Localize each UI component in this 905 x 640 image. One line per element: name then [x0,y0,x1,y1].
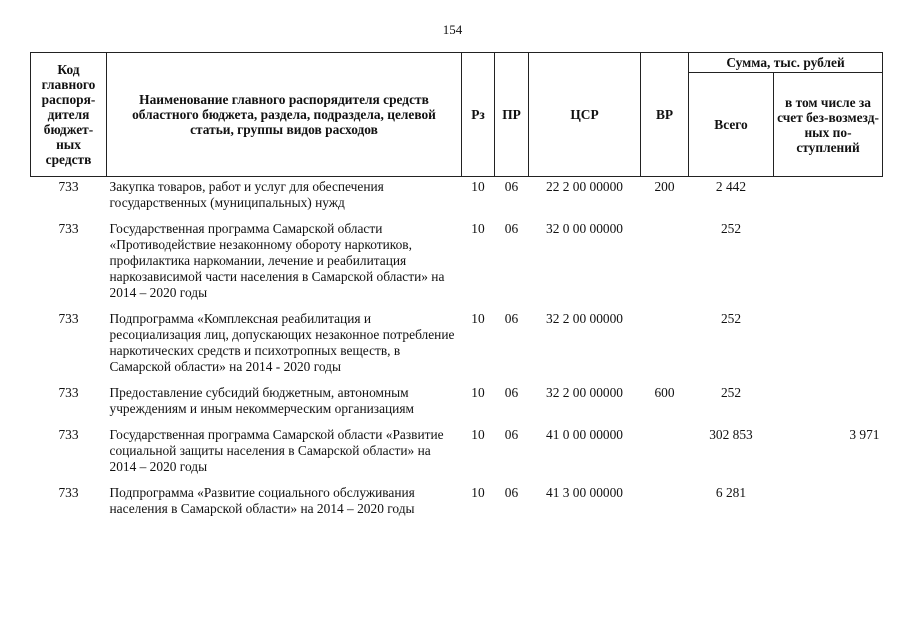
header-sum: Сумма, тыс. рублей [689,53,883,73]
header-vr: ВР [641,53,689,177]
cell-total: 252 [720,311,742,326]
header-name: Наименование главного распорядителя средств областного бюджета, раздела, подраздела, целевой статьи, группы видов расходов [107,53,462,177]
cell-code: 733 [58,221,79,236]
header-pr: ПР [495,53,529,177]
cell-rz: 10 [471,385,485,400]
cell-incl [774,311,883,385]
cell-vr [641,485,689,527]
header-rz: Рз [462,53,495,177]
cell-csr: 32 2 00 00000 [546,385,623,400]
cell-rz: 10 [471,221,485,236]
cell-pr: 06 [504,311,519,326]
cell-pr: 06 [504,221,519,236]
cell-total: 2 442 [715,179,747,194]
table-body [31,177,883,528]
table-row [31,177,883,222]
cell-vr [641,427,689,485]
cell-csr: 32 0 00 00000 [546,221,623,236]
cell-code: 733 [58,385,79,400]
table-row [31,485,883,527]
cell-total: 302 853 [709,427,753,442]
cell-name: Государственная программа Самарской области «Противодействие незаконному обороту наркотиков, профилактика наркомании, лечение и реабилитация наркозависимой части населения в Самарской области» на 2014 – 2020 годы [109,221,445,300]
cell-pr: 06 [504,179,519,194]
cell-name: Закупка товаров, работ и услуг для обеспечения государственных (муниципальных) нужд [109,179,384,210]
cell-total: 252 [720,385,742,400]
cell-pr: 06 [504,385,519,400]
table-row [31,311,883,385]
cell-incl: 3 971 [849,427,880,442]
cell-vr [641,221,689,311]
header-incl: в том числе за счет без-возмезд-ных по-ступлений [774,73,883,177]
cell-rz: 10 [471,311,485,326]
cell-name: Подпрограмма «Комплексная реабилитация и ресоциализация лиц, допускающих незаконное потребление наркотических средств и психотропных веществ, в Самарской области» на 2014 - 2020 годы [109,311,455,374]
cell-pr: 06 [504,485,519,500]
cell-csr: 41 0 00 00000 [546,427,623,442]
cell-vr: 600 [654,385,675,400]
cell-csr: 41 3 00 00000 [546,485,623,500]
cell-code: 733 [58,179,79,194]
cell-vr [641,311,689,385]
cell-csr: 22 2 00 00000 [546,179,623,194]
cell-code: 733 [58,427,79,442]
table-row [31,221,883,311]
cell-incl [774,177,883,222]
header-total: Всего [689,73,774,177]
cell-total: 6 281 [715,485,747,500]
cell-vr: 200 [654,179,675,194]
cell-total: 252 [720,221,742,236]
header-code: Код главного распоря-дителя бюджет-ных средств [31,53,107,177]
page-number: 154 [442,22,463,37]
cell-name: Государственная программа Самарской области «Развитие социальной защиты населения в Самарской области» на 2014 – 2020 годы [109,427,444,474]
cell-rz: 10 [471,485,485,500]
cell-rz: 10 [471,179,485,194]
cell-code: 733 [58,311,79,326]
cell-rz: 10 [471,427,485,442]
cell-csr: 32 2 00 00000 [546,311,623,326]
cell-name: Подпрограмма «Развитие социального обслуживания населения в Самарской области» на 2014 – 2020 годы [109,485,415,516]
cell-name: Предоставление субсидий бюджетным, автономным учреждениям и иным некоммерческим организациям [109,385,414,416]
cell-pr: 06 [504,427,519,442]
header-csr: ЦСР [529,53,641,177]
cell-incl [774,485,883,527]
cell-incl [774,221,883,311]
cell-incl [774,385,883,427]
table-row [31,385,883,427]
table-row [31,427,883,485]
table-header [31,53,883,177]
budget-table [30,52,883,527]
cell-code: 733 [58,485,79,500]
